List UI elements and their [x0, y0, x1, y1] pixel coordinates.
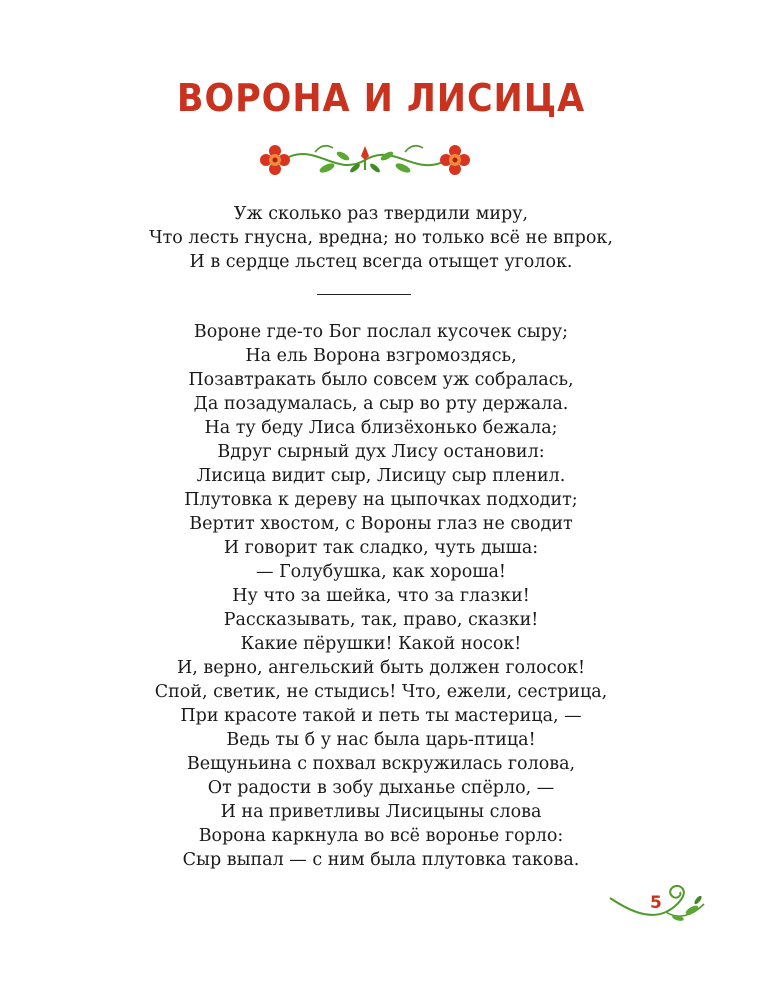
divider: [317, 294, 411, 295]
poem-line: При красоте такой и петь ты мастерица, —: [180, 706, 582, 726]
epigraph-line: Что лесть гнусна, вредна; но только всё не впрок,: [149, 228, 613, 248]
page-title: ВОРОНА И ЛИСИЦА: [176, 76, 586, 120]
poem-line: На ту беду Лиса близёхонько бежала;: [204, 418, 558, 438]
poem-line: — Голубушка, как хороша!: [256, 562, 506, 582]
poem-line: Ведь ты б у нас была царь-птица!: [226, 730, 536, 750]
poem-line: Какие пёрушки! Какой носок!: [240, 634, 522, 654]
page-number-block: [608, 880, 708, 930]
poem-line: И говорит так сладко, чуть дыша:: [223, 538, 539, 558]
floral-vine-ornament-icon: [255, 138, 475, 182]
poem-line: Вдруг сырный дух Лису остановил:: [217, 442, 545, 462]
epigraph-line: Уж сколько раз твердили миру,: [233, 204, 529, 224]
epigraph: [0, 202, 762, 274]
poem-line: Плутовка к дереву на цыпочках подходит;: [184, 490, 578, 510]
poem-line: И на приветливы Лисицыны слова: [220, 802, 542, 822]
poem-line: Позавтракать было совсем уж собралась,: [188, 370, 574, 390]
poem-line: Да позадумалась, а сыр во рту держала.: [193, 394, 569, 414]
poem-line: Рассказывать, так, право, сказки!: [223, 610, 539, 630]
page-number: 5: [650, 893, 662, 913]
poem-line: Вертит хвостом, с Вороны глаз не сводит: [189, 514, 573, 534]
epigraph-line: И в сердце льстец всегда отыщет уголок.: [189, 252, 573, 272]
poem-line: Вороне где-то Бог послал кусочек сыру;: [193, 322, 569, 342]
poem-line: Ворона каркнула во всё воронье горло:: [198, 826, 564, 846]
poem-line: Спой, светик, не стыдись! Что, ежели, сестрица,: [154, 682, 608, 702]
poem-line: На ель Ворона взгромоздясь,: [245, 346, 517, 366]
poem-line: Ну что за шейка, что за глазки!: [232, 586, 530, 606]
poem-line: И, верно, ангельский быть должен голосок!: [176, 658, 586, 678]
poem-line: Лисица видит сыр, Лисицу сыр пленил.: [196, 466, 566, 486]
poem-body: [0, 320, 762, 872]
poem-line: Вещуньина с похвал вскружилась голова,: [186, 754, 576, 774]
poem-line: Сыр выпал — с ним была плутовка такова.: [182, 850, 580, 870]
poem-line: От радости в зобу дыханье спёрло, —: [207, 778, 555, 798]
